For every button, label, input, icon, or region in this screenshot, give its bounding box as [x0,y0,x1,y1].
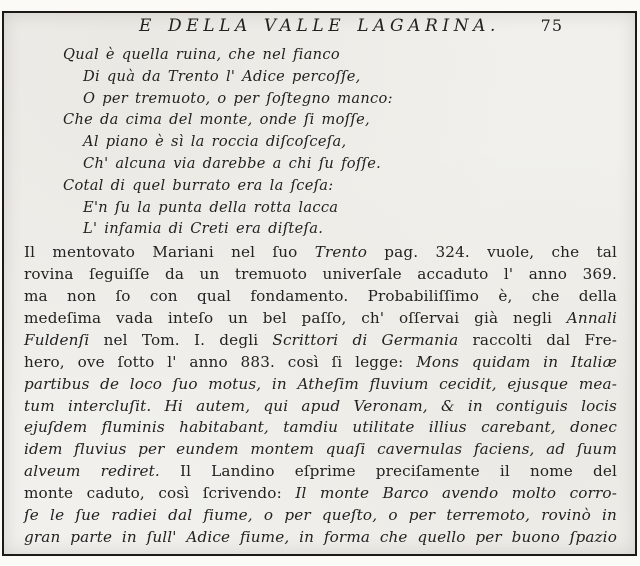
poem-block [63,44,635,240]
roman-text-segment: pag. 324. vuole, che tal [367,243,617,262]
roman-text-segment: Il Landino eſprime preciſamente il nome del [159,462,617,481]
poem-line: Qual è quella ruina, che nel fianco [63,46,340,63]
italic-text-segment: Trento [314,243,368,262]
poem-line: Ch' alcuna via darebbe a chi ſu foſſe. [83,154,382,172]
roman-text-segment: hero, ove ſotto l' anno 883. così ſi legge: [24,352,417,371]
poem-line: Al piano è sì la roccia diſcoſceſa, [83,133,347,151]
roman-text-segment: monte caduto, così ſcrivendo: [24,484,296,503]
page-frame [2,11,637,556]
poem-line: Che da cima del monte, onde ſi moſſe, [63,111,370,129]
prose-line [24,308,617,330]
roman-text-segment: rovina ſeguiſſe da un tremuoto univerſale accaduto l' anno 369. [24,265,617,284]
italic-text-segment: gran parte in ſull' Adice fiume, in forma che quello per buono ſpazio [24,527,617,546]
prose-line [24,527,617,549]
prose-block [24,242,617,549]
roman-text-segment: medeſima vada inteſo un bel paſſo, ch' oſſervai già negli [24,308,567,327]
italic-text-segment: idem fluvius per eundem montem quaſi cavernulas faciens, ad ſuum [24,440,617,459]
poem-line: Cotal di quel burrato era la ſceſa: [63,176,334,194]
prose-line [24,505,617,527]
italic-text-segment: Mons quidam in Italiæ [416,352,617,371]
italic-text-segment: Fuldenſi [24,330,90,349]
poem-line: E'n ſu la punta della rotta lacca [83,198,339,216]
prose-line [24,330,617,352]
page-number: 75 [540,16,563,35]
italic-text-segment: ſe le ſue radiei dal fiume, o per queſto, o per terremoto, rovinò in [24,506,617,525]
prose-line [24,396,617,418]
italic-text-segment: Annali [566,308,617,327]
prose-line [24,264,617,286]
prose-line [24,483,617,505]
prose-line [24,352,617,374]
roman-text-segment: raccolti dal Fre- [458,330,618,349]
poem-line: Di quà da Trento l' Adice percoſſe, [83,67,361,85]
prose-line [24,286,617,308]
prose-line [24,242,617,264]
running-title: E DELLA VALLE LAGARINA. [138,16,501,36]
prose-line [24,461,617,483]
italic-text-segment: alveum rediret. [24,462,160,481]
prose-line [24,374,617,396]
roman-text-segment: Il mentovato Mariani nel ſuo [24,243,315,262]
poem-line: O per tremuoto, o per ſoſtegno manco: [83,89,393,107]
prose-line [24,439,617,461]
page-header [4,16,635,41]
roman-text-segment: nel Tom. I. degli [89,330,273,349]
italic-text-segment: Il monte Barco avendo molto corro- [295,484,617,503]
italic-text-segment: tum intercluſit. Hi autem, qui apud Veronam, & in contiguis locis [24,396,617,415]
prose-line [24,417,617,439]
italic-text-segment: Scrittori di Germania [272,330,459,349]
italic-text-segment: partibus de loco ſuo motus, in Atheſim fluvium cecidit, ejusque mea- [24,374,617,393]
roman-text-segment: ma non ſo con qual fondamento. Probabiliſſimo è, che della [24,286,617,305]
italic-text-segment: ejuſdem fluminis habitabant, tamdiu utilitate illius carebant, donec [24,418,617,437]
poem-line: L' infamia di Creti era diſteſa. [83,220,324,238]
